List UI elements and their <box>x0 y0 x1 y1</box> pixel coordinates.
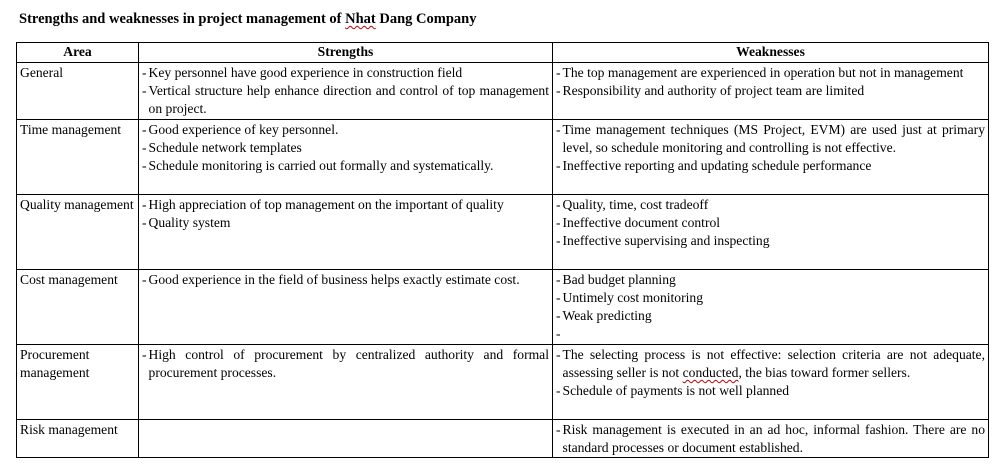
header-area: Area <box>17 43 139 63</box>
item-text: Risk management is executed in an ad hoc, informal fashion. There are no standard processes or document established. <box>562 421 985 455</box>
table-row <box>17 419 989 457</box>
strengths-cell <box>139 344 553 419</box>
weaknesse-item <box>556 121 985 157</box>
item-text: Responsibility and authority of project team are limited <box>562 83 865 99</box>
weaknesse-item <box>556 64 985 82</box>
bullet-dash: - <box>556 421 561 437</box>
strength-item <box>142 196 549 214</box>
area-cell: General <box>17 63 139 120</box>
item-text: Ineffective document control <box>562 214 721 230</box>
item-text: Time management techniques (MS Project, EVM) are used just at primary level, so schedule monitoring and controlling is not effective. <box>562 121 985 155</box>
strength-item <box>142 121 549 139</box>
weaknesses-cell <box>553 344 989 419</box>
strength-item <box>142 64 549 82</box>
header-weaknesses: Weaknesses <box>553 43 989 63</box>
table-row <box>17 344 989 419</box>
item-text: Quality, time, cost tradeoff <box>562 196 709 212</box>
area-cell: Quality management <box>17 194 139 269</box>
bullet-dash: - <box>556 121 561 137</box>
bullet-dash: - <box>556 289 561 305</box>
item-text: High appreciation of top management on the important of quality <box>148 196 504 212</box>
table-row <box>17 194 989 269</box>
bullet-dash: - <box>556 214 561 230</box>
strengths-cell <box>139 419 553 457</box>
weaknesse-item <box>556 325 985 343</box>
bullet-dash: - <box>142 65 147 80</box>
item-text: Vertical structure help enhance direction and control of top management on project. <box>148 83 549 117</box>
item-text: Good experience of key personnel. <box>148 121 339 137</box>
bullet-dash: - <box>556 83 561 99</box>
weaknesses-cell <box>553 63 989 120</box>
bullet-dash: - <box>556 383 561 399</box>
bullet-dash: - <box>142 139 147 155</box>
item-text: Key personnel have good experience in construction field <box>148 65 463 80</box>
table-body <box>17 63 989 458</box>
bullet-dash: - <box>142 158 147 174</box>
bullet-dash: - <box>142 346 147 362</box>
company-name-spellcheck: Nhat <box>345 11 376 27</box>
bullet-dash: - <box>556 326 561 342</box>
item-text: Schedule monitoring is carried out formally and systematically. <box>148 158 494 174</box>
item-text: Good experience in the field of business helps exactly estimate cost. <box>148 271 520 287</box>
item-text: Schedule network templates <box>148 139 302 155</box>
weaknesse-item <box>556 82 985 100</box>
weaknesse-item <box>556 157 985 175</box>
item-text: Ineffective reporting and updating schedule performance <box>562 158 872 174</box>
bullet-dash: - <box>556 271 561 287</box>
strength-item <box>142 139 549 157</box>
spellcheck-mark: conducted <box>682 364 739 380</box>
strengths-cell <box>139 194 553 269</box>
strengths-cell <box>139 119 553 194</box>
item-text: The selecting process is not effective: selection criteria are not adequate, assessing seller is not conducted, the bias toward former sellers. <box>562 346 985 380</box>
area-cell: Cost management <box>17 269 139 344</box>
weaknesse-item <box>556 421 985 457</box>
weaknesse-item <box>556 307 985 325</box>
company-name-rest: Dang Company <box>375 11 477 27</box>
item-text: Quality system <box>148 214 231 230</box>
item-text <box>563 325 985 343</box>
table-row <box>17 119 989 194</box>
weaknesse-item <box>556 214 985 232</box>
weaknesse-item <box>556 196 985 214</box>
weaknesses-cell <box>553 419 989 457</box>
strengths-cell <box>139 269 553 344</box>
area-cell: Time management <box>17 119 139 194</box>
weaknesses-cell <box>553 269 989 344</box>
header-strengths: Strengths <box>139 43 553 63</box>
weaknesse-item <box>556 289 985 307</box>
weaknesse-item <box>556 382 985 400</box>
table-header-row <box>17 43 989 63</box>
item-text: Ineffective supervising and inspecting <box>562 233 770 249</box>
bullet-dash: - <box>556 308 561 324</box>
document-title <box>19 11 476 28</box>
title-prefix: Strengths and weaknesses in project management of <box>19 11 346 27</box>
item-text: The top management are experienced in operation but not in management <box>562 65 964 80</box>
strength-item <box>142 157 549 175</box>
bullet-dash: - <box>142 271 147 287</box>
bullet-dash: - <box>142 83 147 99</box>
bullet-dash: - <box>556 158 561 174</box>
strengths-weaknesses-table <box>16 42 989 458</box>
item-text: Bad budget planning <box>562 271 676 287</box>
strength-item <box>142 271 549 289</box>
area-cell: Risk management <box>17 419 139 457</box>
strength-item <box>142 82 549 118</box>
item-text: Untimely cost monitoring <box>562 289 703 305</box>
weaknesses-cell <box>553 194 989 269</box>
strength-item <box>142 214 549 232</box>
bullet-dash: - <box>556 233 561 249</box>
table-row <box>17 269 989 344</box>
bullet-dash: - <box>142 214 147 230</box>
area-cell: Procurement management <box>17 344 139 419</box>
item-text: High control of procurement by centralized authority and formal procurement processes. <box>148 346 549 380</box>
table-row <box>17 63 989 120</box>
bullet-dash: - <box>556 65 561 80</box>
weaknesses-cell <box>553 119 989 194</box>
strength-item <box>142 346 549 382</box>
bullet-dash: - <box>556 346 561 362</box>
strengths-cell <box>139 63 553 120</box>
weaknesse-item <box>556 346 985 382</box>
weaknesse-item <box>556 271 985 289</box>
bullet-dash: - <box>142 121 147 137</box>
bullet-dash: - <box>142 196 147 212</box>
item-text: Weak predicting <box>562 308 652 324</box>
item-text: Schedule of payments is not well planned <box>562 383 790 399</box>
bullet-dash: - <box>556 196 561 212</box>
weaknesse-item <box>556 232 985 250</box>
